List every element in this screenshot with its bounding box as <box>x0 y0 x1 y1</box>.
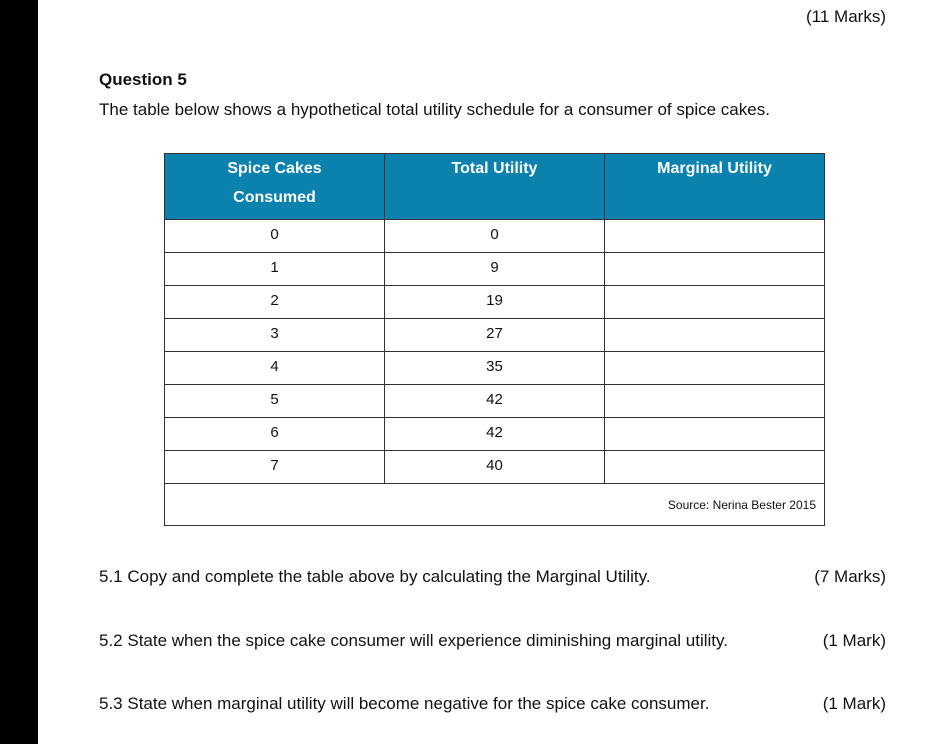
question-title: Question 5 <box>99 70 187 89</box>
header-marginal-utility: Marginal Utility <box>605 154 825 220</box>
table-row <box>165 352 825 385</box>
subquestion-5-2: 5.2 State when the spice cake consumer will experience diminishing marginal utility. <box>99 631 728 650</box>
marginal-utility-cell <box>605 418 825 451</box>
table-row <box>165 451 825 484</box>
utility-table <box>164 153 825 526</box>
marginal-utility-cell <box>605 385 825 418</box>
total-utility-cell: 9 <box>385 253 605 286</box>
cakes-cell: 7 <box>165 451 385 484</box>
total-utility-cell: 35 <box>385 352 605 385</box>
subquestion-5-2-marks: (1 Mark) <box>822 631 886 650</box>
table-row <box>165 319 825 352</box>
marginal-utility-cell <box>605 352 825 385</box>
total-utility-cell: 19 <box>385 286 605 319</box>
cakes-cell: 1 <box>165 253 385 286</box>
header-spice-cakes <box>165 154 385 220</box>
total-marks: (11 Marks) <box>806 7 886 26</box>
total-utility-cell: 40 <box>385 451 605 484</box>
total-utility-cell: 27 <box>385 319 605 352</box>
cakes-cell: 2 <box>165 286 385 319</box>
table-row <box>165 286 825 319</box>
marginal-utility-cell <box>605 286 825 319</box>
total-utility-cell: 42 <box>385 418 605 451</box>
subquestion-5-1-marks: (7 Marks) <box>814 567 886 586</box>
marginal-utility-cell <box>605 319 825 352</box>
source-row <box>165 484 825 526</box>
marginal-utility-cell <box>605 220 825 253</box>
total-utility-cell: 42 <box>385 385 605 418</box>
header-total-utility: Total Utility <box>385 154 605 220</box>
document-page <box>38 0 952 744</box>
header-spice-cakes-line1: Spice Cakes <box>227 160 322 177</box>
marginal-utility-cell <box>605 253 825 286</box>
header-spice-cakes-line2: Consumed <box>233 189 316 206</box>
cakes-cell: 5 <box>165 385 385 418</box>
table-row <box>165 220 825 253</box>
table-source: Source: Nerina Bester 2015 <box>165 484 825 526</box>
subquestion-5-3-marks: (1 Mark) <box>822 694 886 713</box>
subquestion-5-1: 5.1 Copy and complete the table above by calculating the Marginal Utility. <box>99 567 651 586</box>
cakes-cell: 3 <box>165 319 385 352</box>
marginal-utility-cell <box>605 451 825 484</box>
table-row <box>165 253 825 286</box>
subquestion-5-3: 5.3 State when marginal utility will become negative for the spice cake consumer. <box>99 694 710 713</box>
table-row <box>165 418 825 451</box>
cakes-cell: 0 <box>165 220 385 253</box>
table-row <box>165 385 825 418</box>
cakes-cell: 4 <box>165 352 385 385</box>
question-intro: The table below shows a hypothetical total utility schedule for a consumer of spice cakes. <box>99 100 770 119</box>
cakes-cell: 6 <box>165 418 385 451</box>
table-header-row <box>165 154 825 220</box>
total-utility-cell: 0 <box>385 220 605 253</box>
